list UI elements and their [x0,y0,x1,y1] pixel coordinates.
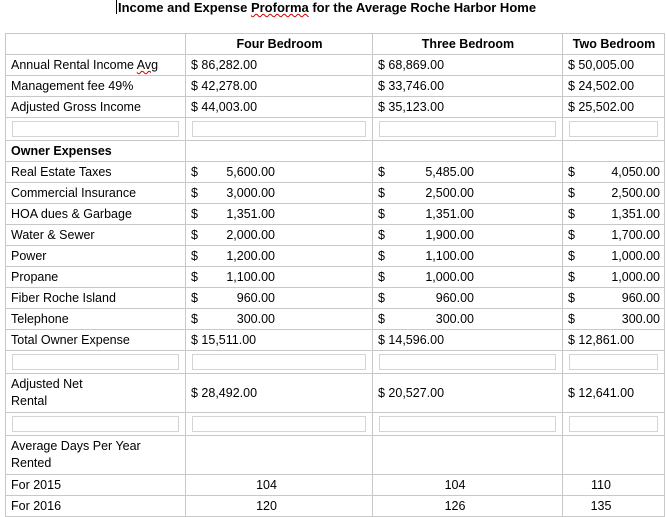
text-cursor [116,0,117,14]
cell [186,204,373,225]
amount: 1,000.00 [425,270,474,284]
cell [563,225,665,246]
cell: $ 42,278.00 [186,76,373,97]
cell [373,225,563,246]
net-rental-row [6,374,665,413]
cell [563,288,665,309]
currency-symbol: $ [568,249,575,263]
amount: 2,000.00 [226,228,275,242]
currency-symbol: $ [191,165,198,179]
cell [373,246,563,267]
cell [563,246,665,267]
income-row [6,97,665,118]
expense-row [6,309,665,330]
amount: 2,500.00 [425,186,474,200]
currency-symbol: $ [568,291,575,305]
cell: $ 50,005.00 [563,55,665,76]
amount: 1,100.00 [425,249,474,263]
cell: $ 12,641.00 [563,374,665,413]
currency-symbol: $ [191,291,198,305]
cell [373,288,563,309]
cell: $ 12,861.00 [563,330,665,351]
row-label: Telephone [6,309,186,330]
cell: $ 15,511.00 [186,330,373,351]
cell: $ 86,282.00 [186,55,373,76]
income-row [6,76,665,97]
currency-symbol: $ [191,249,198,263]
cell [186,183,373,204]
row-label: Water & Sewer [6,225,186,246]
row-label: HOA dues & Garbage [6,204,186,225]
cell: $ 25,502.00 [563,97,665,118]
col-header-two: Two Bedroom [563,34,665,55]
row-label: Adjusted Gross Income [6,97,186,118]
expense-row [6,183,665,204]
cell [563,267,665,288]
cell: $ 28,492.00 [186,374,373,413]
proforma-spellcheck-word: Proforma [250,0,309,15]
row-label: For 2015 [6,475,186,496]
row-label: Real Estate Taxes [6,162,186,183]
amount: 1,351.00 [226,207,275,221]
currency-symbol: $ [568,165,575,179]
amount: 5,600.00 [226,165,275,179]
row-label: Total Owner Expense [6,330,186,351]
row-label: Average Days Per Year Rented [6,436,186,475]
amount: 960.00 [236,291,275,305]
currency-symbol: $ [568,186,575,200]
amount: 1,000.00 [611,249,660,263]
cell [563,309,665,330]
cell: $ 68,869.00 [373,55,563,76]
cell [186,246,373,267]
currency-symbol: $ [191,312,198,326]
amount: 300.00 [435,312,474,326]
currency-symbol: $ [378,165,385,179]
cell [186,162,373,183]
amount: 4,050.00 [611,165,660,179]
row-label: For 2016 [6,496,186,517]
currency-symbol: $ [191,270,198,284]
days-header-row [6,436,665,475]
cell: 104 [373,475,563,496]
currency-symbol: $ [191,186,198,200]
amount: 3,000.00 [226,186,275,200]
cell: 135 [563,496,665,517]
cell: $ 35,123.00 [373,97,563,118]
cell [373,162,563,183]
header-row [6,34,665,55]
row-label: Power [6,246,186,267]
cell [373,309,563,330]
cell [563,204,665,225]
currency-symbol: $ [378,249,385,263]
currency-symbol: $ [568,270,575,284]
cell: $ 24,502.00 [563,76,665,97]
cell: $ 20,527.00 [373,374,563,413]
amount: 5,485.00 [425,165,474,179]
cell [373,204,563,225]
row-label: Fiber Roche Island [6,288,186,309]
row-label: Adjusted Net Rental [6,374,186,413]
cell [563,183,665,204]
row-label: Commercial Insurance [6,183,186,204]
currency-symbol: $ [378,312,385,326]
expense-row [6,225,665,246]
currency-symbol: $ [378,228,385,242]
cell: 126 [373,496,563,517]
expense-row [6,267,665,288]
expense-row [6,162,665,183]
row-label: Management fee 49% [6,76,186,97]
spacer-row [6,118,665,141]
cell [186,288,373,309]
currency-symbol: $ [568,312,575,326]
cell: 104 [186,475,373,496]
cell [186,225,373,246]
proforma-table [5,33,665,517]
section-header-row [6,141,665,162]
currency-symbol: $ [378,291,385,305]
currency-symbol: $ [378,186,385,200]
cell [186,267,373,288]
row-label: Annual Rental Income Avg [6,55,186,76]
days-row [6,496,665,517]
amount: 1,700.00 [611,228,660,242]
cell [563,162,665,183]
expense-row [6,246,665,267]
expense-row [6,288,665,309]
spellcheck-word: Avg [136,58,159,72]
page-title: Income and Expense Proforma for the Average Roche Harbor Home [118,0,537,15]
col-header-four: Four Bedroom [186,34,373,55]
currency-symbol: $ [568,228,575,242]
currency-symbol: $ [191,207,198,221]
amount: 1,900.00 [425,228,474,242]
amount: 1,200.00 [226,249,275,263]
amount: 300.00 [236,312,275,326]
amount: 1,100.00 [226,270,275,284]
amount: 1,351.00 [425,207,474,221]
cell [373,183,563,204]
currency-symbol: $ [568,207,575,221]
cell [186,309,373,330]
spacer-row [6,351,665,374]
currency-symbol: $ [191,228,198,242]
expense-row [6,204,665,225]
income-row [6,55,665,76]
days-row [6,475,665,496]
amount: 1,351.00 [611,207,660,221]
row-label: Propane [6,267,186,288]
cell: 120 [186,496,373,517]
amount: 960.00 [435,291,474,305]
col-header-three: Three Bedroom [373,34,563,55]
cell: $ 14,596.00 [373,330,563,351]
total-row [6,330,665,351]
cell: 110 [563,475,665,496]
currency-symbol: $ [378,207,385,221]
cell: $ 44,003.00 [186,97,373,118]
currency-symbol: $ [378,270,385,284]
amount: 300.00 [621,312,660,326]
cell: $ 33,746.00 [373,76,563,97]
amount: 1,000.00 [611,270,660,284]
spacer-row [6,413,665,436]
amount: 2,500.00 [611,186,660,200]
cell [373,267,563,288]
amount: 960.00 [621,291,660,305]
section-title: Owner Expenses [6,141,186,162]
